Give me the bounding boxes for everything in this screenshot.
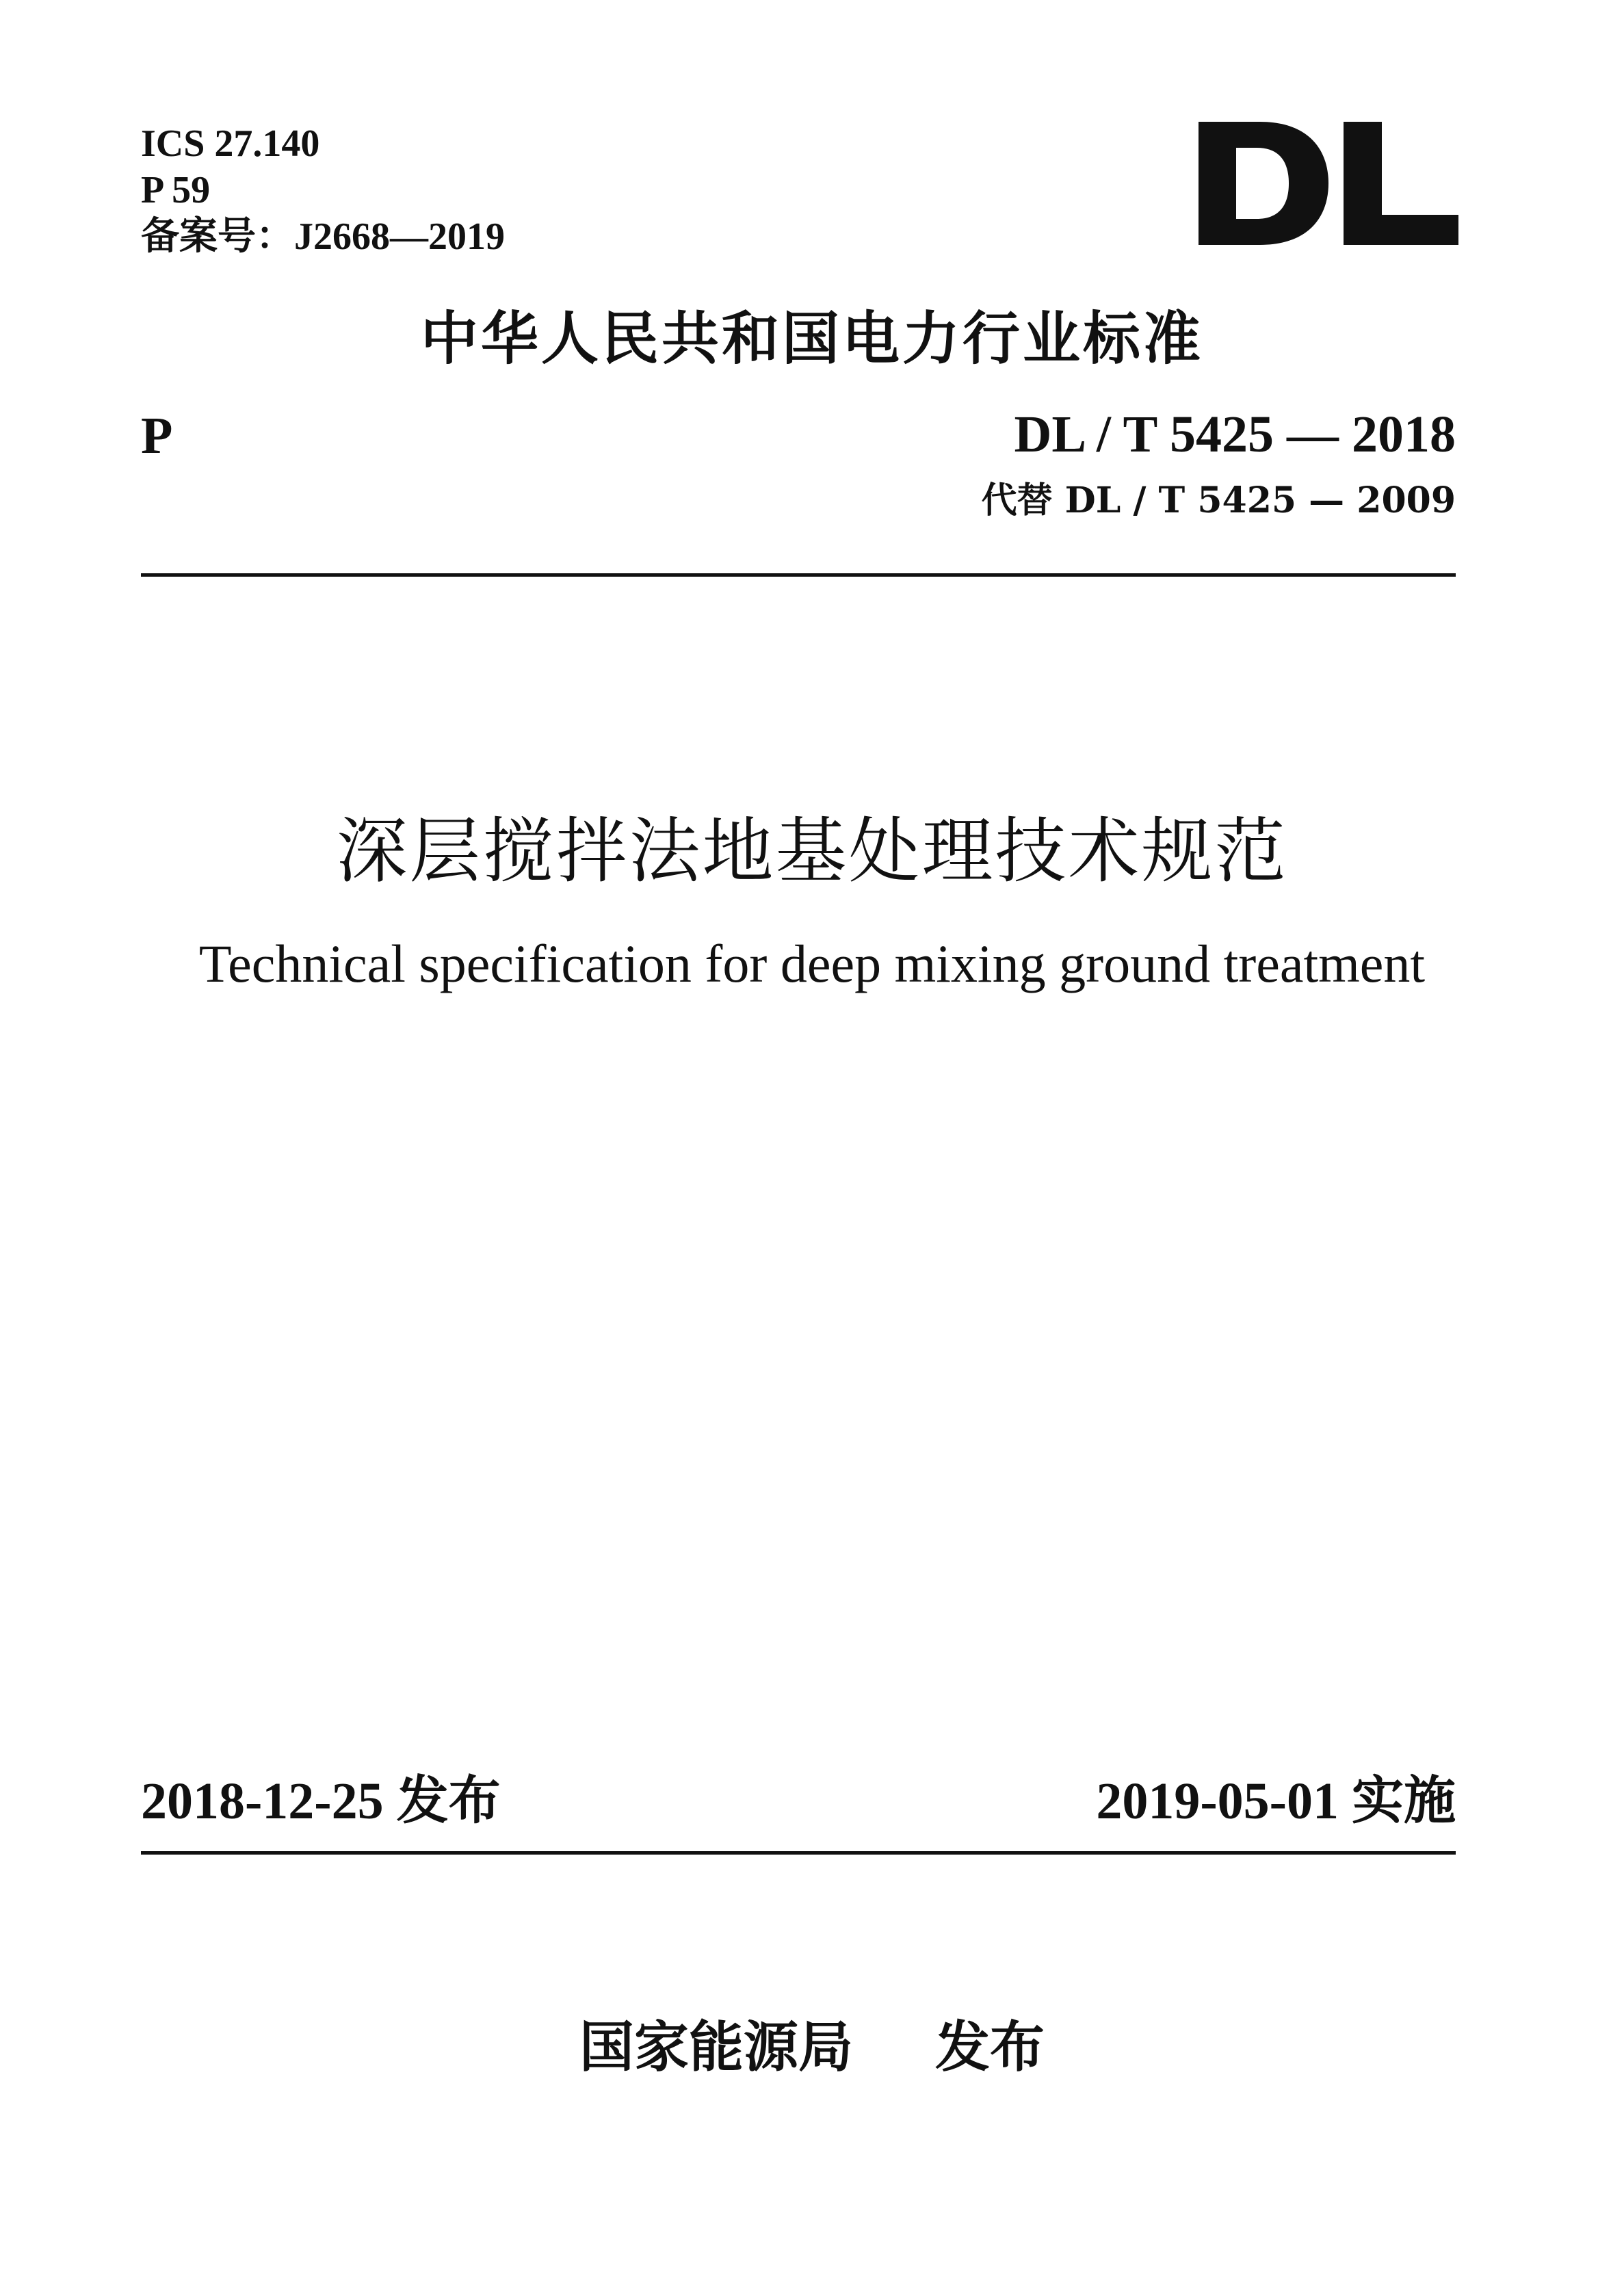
- standard-number: DL / T 5425 — 2018: [1014, 406, 1456, 463]
- classification-code: P 59: [141, 169, 211, 211]
- document-title-zh: 深层搅拌法地基处理技术规范: [336, 809, 1288, 893]
- release-date: 2018-12-25 发布: [141, 1773, 501, 1830]
- issuer-line: [0, 2003, 1624, 2082]
- dl-logo: [1199, 122, 1458, 245]
- bottom-divider: [141, 1851, 1456, 1855]
- ics-code: ICS 27.140: [141, 122, 320, 165]
- issuer-name: 国家能源局: [579, 2015, 853, 2079]
- top-divider: [141, 573, 1456, 577]
- category-letter: P: [141, 407, 173, 465]
- filing-number: 备案号：J2668—2019: [141, 215, 505, 258]
- implementation-date: 2019-05-01 实施: [1096, 1773, 1456, 1830]
- issuer-action: 发布: [935, 2015, 1045, 2079]
- document-title-en: Technical specification for deep mixing ground treatment: [198, 934, 1426, 993]
- replaces-standard: 代替 DL / T 5425 — 2009: [981, 480, 1456, 521]
- industry-standard-title: 中华人民共和国电力行业标准: [420, 305, 1203, 372]
